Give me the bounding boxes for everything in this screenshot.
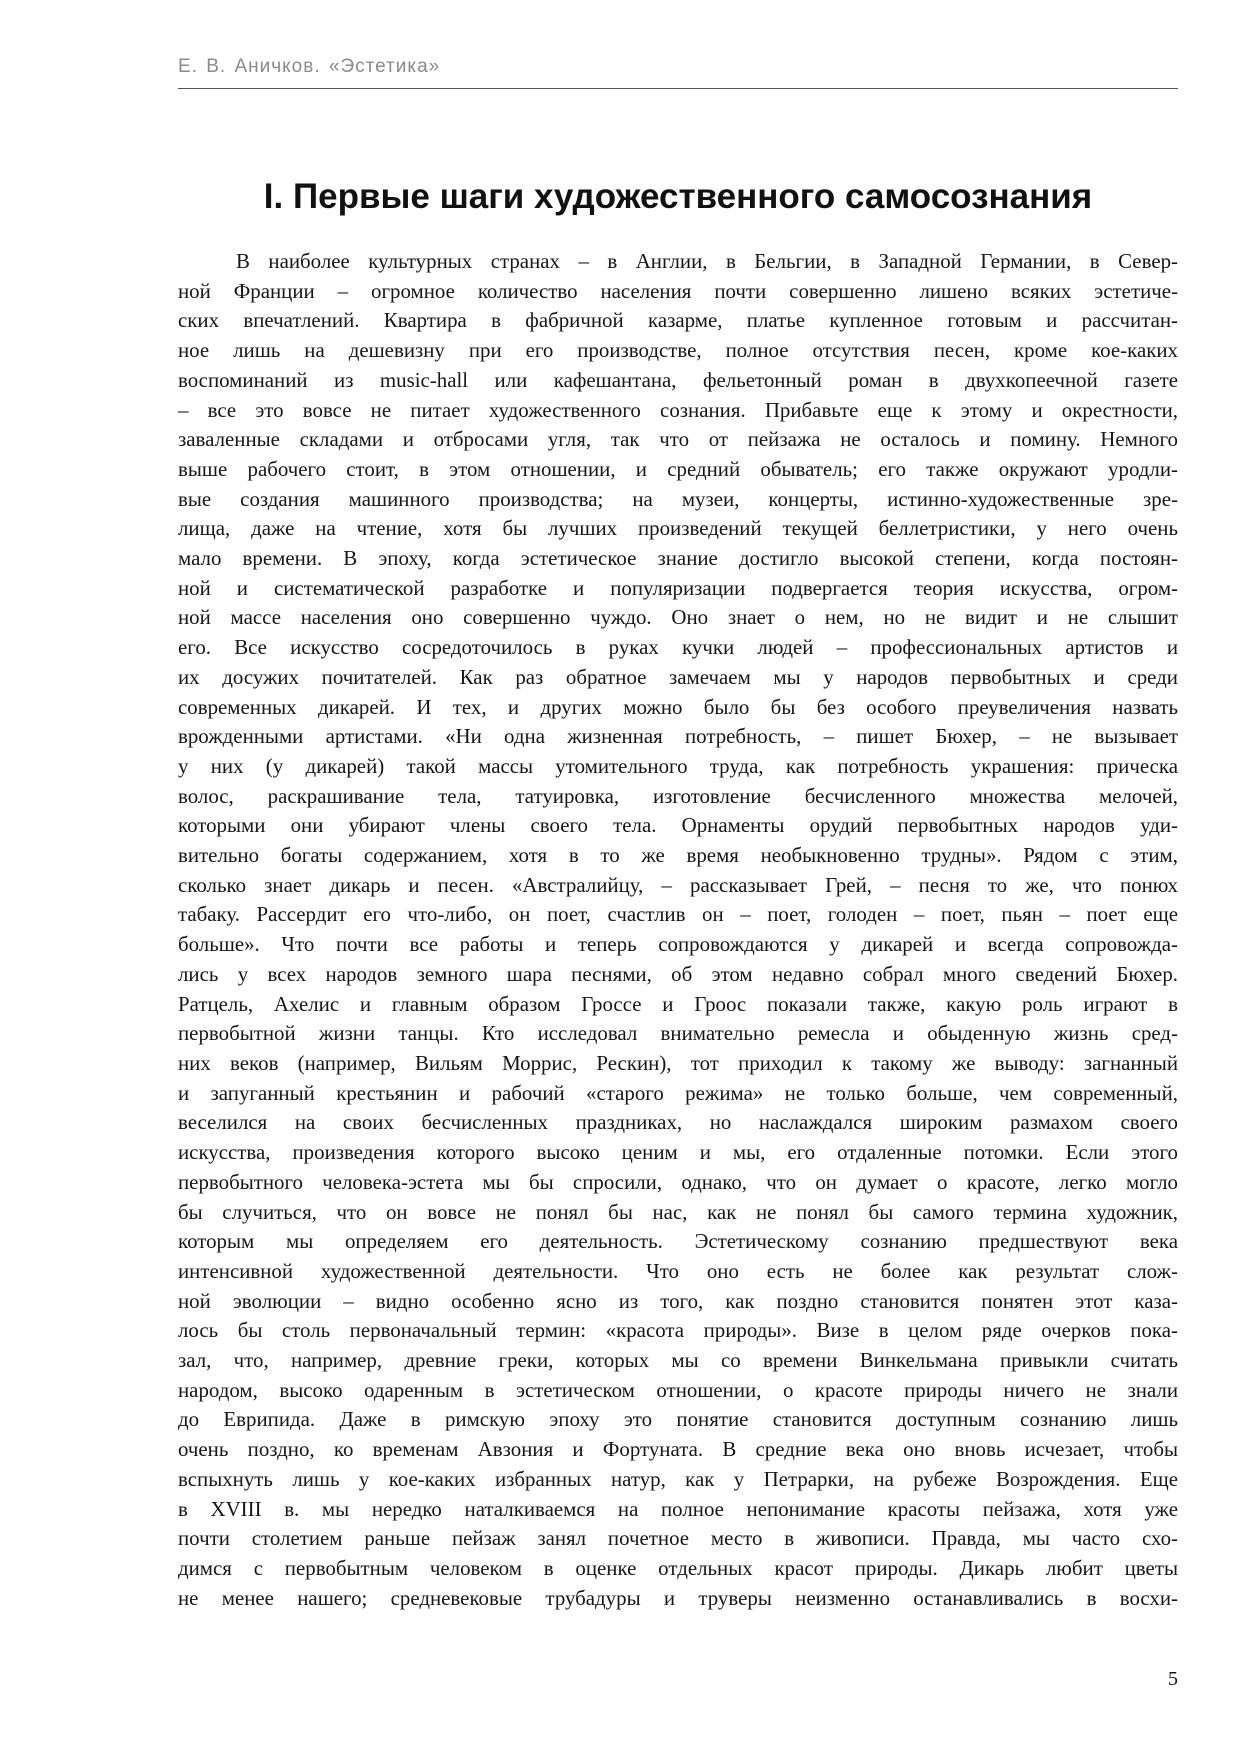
text-line: веселился на своих бесчисленных праздниках, но наслаждался широким размахом своего [178,1110,1178,1135]
text-line: ной Франции – огромное количество населения почти совершенно лишено всяких эстетиче- [178,278,1178,303]
text-line: вительно богаты содержанием, хотя в то же время необыкновенно трудны». Рядом с этим, [178,843,1178,868]
text-line: В наиболее культурных странах – в Англии, в Бельгии, в Западной Германии, в Север- [236,249,1178,273]
text-line: которым мы определяем его деятельность. Эстетическому сознанию предшествуют века [178,1229,1178,1254]
text-line: врожденными артистами. «Ни одна жизненная потребность, – пишет Бюхер, – не вызывает [178,724,1178,749]
text-line: искусства, произведения которого высоко ценим и мы, его отдаленные потомки. Если этого [178,1140,1178,1165]
page-number: 5 [1168,1668,1178,1690]
text-line: – все это вовсе не питает художественного сознания. Прибавьте еще к этому и окрестности, [178,397,1178,422]
text-line: их досужих почитателей. Как раз обратное замечаем мы у народов первобытных и среди [178,664,1178,689]
text-line: до Еврипида. Даже в римскую эпоху это понятие становится доступным сознанию лишь [178,1407,1178,1432]
body-paragraph [178,247,1178,1613]
text-line: лища, даже на чтение, хотя бы лучших произведений текущей беллетристики, у него очень [178,516,1178,541]
text-line: заваленные складами и отбросами угля, так что от пейзажа не осталось и помину. Немного [178,427,1178,452]
text-line: ной эволюции – видно особенно ясно из того, как поздно становится понятен этот каза- [178,1288,1178,1313]
text-line: воспоминаний из music-hall или кафешантана, фельетонный роман в двухкопеечной газете [178,367,1178,392]
text-line: них веков (например, Вильям Моррис, Рескин), тот приходил к такому же выводу: загнанный [178,1050,1178,1075]
text-line: которыми они убирают члены своего тела. Орнаменты орудий первобытных народов уди- [178,813,1178,838]
chapter-title: I. Первые шаги художественного самосознания [263,177,1093,216]
text-line: Ратцель, Ахелис и главным образом Гроссе и Гроос показали также, какую роль играют в [178,991,1178,1016]
text-line: зал, что, например, древние греки, которых мы со времени Винкельмана привыкли считать [178,1348,1178,1373]
text-line: в XVIII в. мы нередко наталкиваемся на полное непонимание красоты пейзажа, хотя уже [178,1496,1178,1521]
text-line: лись у всех народов земного шара песнями, об этом недавно собрал много сведений Бюхер. [178,961,1178,986]
text-line: первобытного человека-эстета мы бы спросили, однако, что он думает о красоте, легко могло [178,1169,1178,1194]
text-line: современных дикарей. И тех, и других можно было бы без особого преувеличения назвать [178,694,1178,719]
text-line: лось бы столь первоначальный термин: «красота природы». Визе в целом ряде очерков пока- [178,1318,1178,1343]
text-line: волос, раскрашивание тела, татуировка, изготовление бесчисленного множества мелочей, [178,783,1178,808]
text-line: выше рабочего стоит, в этом отношении, и средний обыватель; его также окружают уродли- [178,456,1178,481]
text-line: не менее нашего; средневековые трубадуры и труверы неизменно останавливались в восхи- [178,1585,1178,1610]
text-line: ских впечатлений. Квартира в фабричной казарме, платье купленное готовым и рассчитан- [178,308,1178,333]
text-line: первобытной жизни танцы. Кто исследовал внимательно ремесла и обыденную жизнь сред- [178,1021,1178,1046]
text-line: вые создания машинного производства; на музеи, концерты, истинно-художественные зре- [178,486,1178,511]
text-line: больше». Что почти все работы и теперь сопровождаются у дикарей и всегда сопровожда- [178,932,1178,957]
text-line: его. Все искусство сосредоточилось в руках кучки людей – профессиональных артистов и [178,635,1178,660]
text-line: сколько знает дикарь и песен. «Австралийцу, – рассказывает Грей, – песня то же, что понюх [178,872,1178,897]
text-line: табаку. Рассердит его что-либо, он поет, счастлив он – поет, голоден – поет, пьян – поет еще [178,902,1178,927]
running-header: Е. В. Аничков. «Эстетика» [178,56,441,77]
text-line: у них (у дикарей) такой массы утомительного труда, как потребность украшения: прическа [178,753,1178,778]
text-line: бы случиться, что он вовсе не понял бы нас, как не понял бы самого термина художник, [178,1199,1178,1224]
text-line: димся с первобытным человеком в оценке отдельных красот природы. Дикарь любит цветы [178,1555,1178,1580]
text-line: почти столетием раньше пейзаж занял почетное место в живописи. Правда, мы часто схо- [178,1526,1178,1551]
text-line: очень поздно, ко временам Авзония и Фортуната. В средние века оно вновь исчезает, чтобы [178,1437,1178,1462]
text-line: интенсивной художественной деятельности. Что оно есть не более как результат слож- [178,1258,1178,1283]
text-line: народом, высоко одаренным в эстетическом отношении, о красоте природы ничего не знали [178,1377,1178,1402]
text-line: ной массе населения оно совершенно чуждо. Оно знает о нем, но не видит и не слышит [178,605,1178,630]
header-divider [178,88,1178,89]
text-line: вспыхнуть лишь у кое-каких избранных натур, как у Петрарки, на рубеже Возрождения. Еще [178,1466,1178,1491]
text-line: ной и систематической разработке и популяризации подвергается теория искусства, огром- [178,575,1178,600]
text-line: мало времени. В эпоху, когда эстетическое знание достигло высокой степени, когда постоян- [178,546,1178,571]
text-line: и запуганный крестьянин и рабочий «старого режима» не только больше, чем современный, [178,1080,1178,1105]
text-line: ное лишь на дешевизну при его производстве, полное отсутствия песен, кроме кое-каких [178,338,1178,363]
